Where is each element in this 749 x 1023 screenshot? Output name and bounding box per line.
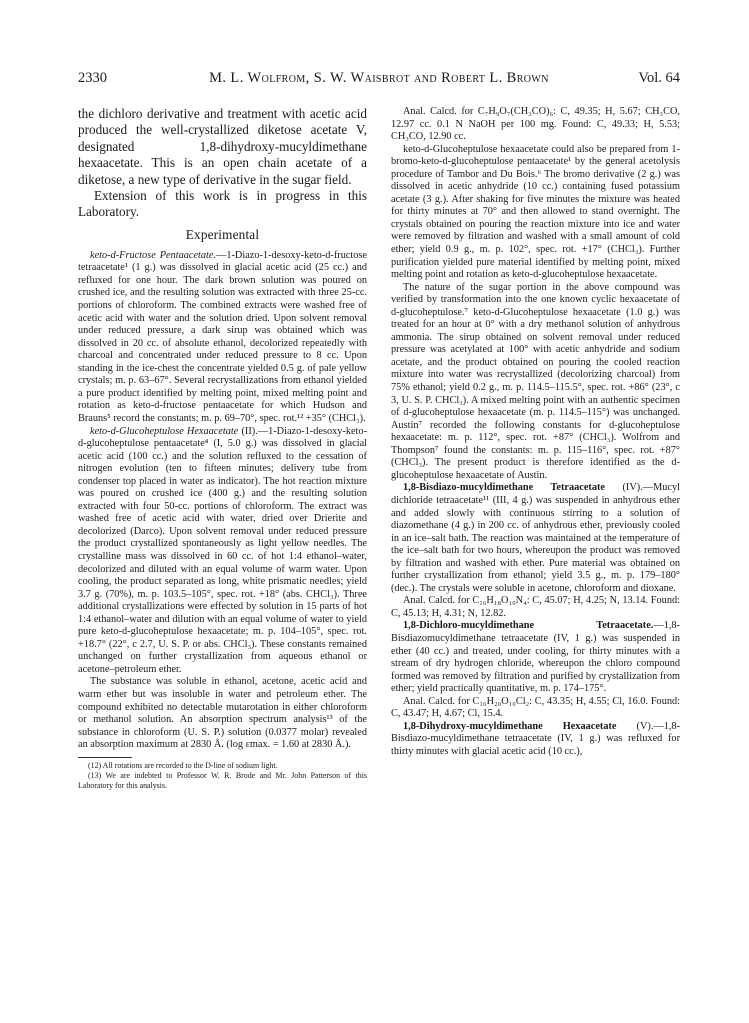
analysis-bisdiazo-tetraacetate: Anal. Calcd. for C₁₆H₁₈O₁₀N₄: C, 45.07; H, 4.25; N, 13.14. Found: C, 45.13; H, 4.31; N, 12.82. — [391, 595, 680, 619]
paragraph-text: (II).—1-Diazo-1-desoxy-keto-d-glucoheptulose pentaacetate⁴ (I, 5.0 g.) was dissolved in glacial acetic acid (100 cc.) and the solution refluxed to the cessation of nitrogen evolution (ten to fifteen minutes; delivery tube from condenser top placed in water as indicator). The hot reaction mixture was poured on crushed ice (400 g.) and the resulting solution extracted with four 50-cc. portions of chloroform. The extract was washed free of acetic acid with water, dried over Drierite and decolorized (Darco). Upon solvent removal under reduced pressure the product crystallized spontaneously as light yellow needles. The crystalline mass was dissolved in 60 cc. of hot 1:4 ethanol–water, decolorized and diluted with an equal volume of warm water. Upon cooling, the product separated as long, white prismatic needles; yield 3.7 g. (70%), m. p. 103.5–105°, spec. rot. +18° (abs. CHCl₃). Three additional crystallizations were effected by solution in 15 parts of hot 1:4 ethanol–water and dilution with an equal volume of water to yield pure keto-d-glucoheptulose hexaacetate; m. p. 104–105°, spec. rot. +18.7° (22°, c 2.7, U. S. P. or abs. CHCl₃). These constants remained unchanged on further crystallization from aqueous ethanol or acetone–petroleum ether. — [78, 425, 367, 675]
analysis-dichloro-tetraacetate: Anal. Calcd. for C₁₆H₂₀O₁₀Cl₂: C, 43.35; H, 4.55; Cl, 16.0. Found: C, 43.47; H, 4.67; Cl, 15.4. — [391, 695, 680, 720]
paragraph-run-in-title: 1,8-Bisdiazo-mucyldimethane Tetraacetate — [403, 482, 605, 494]
paragraph-text: (V).—1,8-Bisdiazo-mucyldimethane tetraacetate (IV, 1 g.) was refluxed for thirty minutes with glacial acetic acid (10 cc.), — [391, 720, 681, 757]
paragraph-run-in-title: 1,8-Dihydroxy-mucyldimethane Hexaacetate — [403, 720, 617, 732]
paragraph-dichloro-tetraacetate — [391, 620, 680, 695]
paragraph-text: (IV).—Mucyl dichloride tetraacetate¹¹ (III, 4 g.) was suspended in anhydrous ether and added slowly with continuous stirring to a solution of diazomethane (4 g.) in 200 cc. of anhydrous ether, previously cooled in an ice–salt bath. The reaction was maintained at the temperature of the ice–salt bath for two hours, whereupon the product was removed by filtration and washed with ether. Pure material was obtained on further crystallization from ethanol; yield 3.5 g., m. p. 179–180° (dec.). The crystals were soluble in acetone, chloroform and dioxane. — [391, 482, 680, 594]
paragraph-structure-verification: The nature of the sugar portion in the above compound was verified by transformation into the one known cyclic hexaacetate of d-glucoheptulose.⁷ keto-d-Glucoheptulose hexaacetate (1.0 g.) was treated for an hour at 0° with a dry methanol solution of anhydrous ammonia. The sirup obtained on solvent removal under reduced pressure was acetylated at 100° with acetic anhydride and sodium acetate, and the product obtained on pouring the cooled reaction mixture into water was recrystallized (decolorizing charcoal) from 75% ethanol; yield 0.2 g., m. p. 114.5–115.5°, spec. rot. +86° (23°, c 3, U. S. P. CHCl₃). A mixed melting point with an authentic specimen of d-glucoheptulose hexaacetate (m. p. 114.5–115°) was unchanged. Austin⁷ recorded the following constants for d-glucoheptulose hexaacetate: m. p. 112°, spec. rot. +87° (CHCl₃). Wolfrom and Thompson⁷ found the constants: m. p. 115–116°, spec. rot. +87° (CHCl₃). The present product is therefore identified as the d-glucoheptulose hexaacetate of Austin. — [391, 281, 680, 481]
right-column — [391, 106, 680, 758]
footnote-divider — [78, 757, 132, 758]
paragraph-run-in-title: keto-d-Glucoheptulose Hexaacetate — [90, 425, 239, 437]
paragraph-run-in-title: keto-d-Fructose Pentaacetate. — [90, 249, 217, 261]
footnote-13: (13) We are indebted to Professor W. R. Brode and Mr. John Patterson of this Laboratory for this analysis. — [78, 770, 367, 790]
intro-paragraph-2: Extension of this work is in progress in this Laboratory. — [78, 188, 367, 220]
paragraph-glucoheptulose-hexaacetate — [78, 426, 367, 677]
page-number: 2330 — [78, 70, 107, 86]
running-header — [78, 70, 680, 90]
paragraph-run-in-title: 1,8-Dichloro-mucyldimethane Tetraacetate. — [403, 620, 654, 632]
paragraph-solubility: The substance was soluble in ethanol, acetone, acetic acid and warm ether but was insoluble in water and petroleum ether. The compound exhibited no detectable mutarotation in either chloroform or methanol solution. An absorption spectrum analysis¹³ of the substance in chloroform (U. S. P.) solution (0.0377 molar) revealed an absorption maximum at 2830 Å. (log εmax. = 1.60 at 2830 Å.). — [78, 676, 367, 751]
volume-label: Vol. 64 — [638, 70, 680, 86]
paragraph-fructose-pentaacetate — [78, 250, 367, 426]
section-title-experimental: Experimental — [185, 226, 260, 242]
paragraph-alternative-preparation: keto-d-Glucoheptulose hexaacetate could also be prepared from 1-bromo-keto-d-glucoheptulose pentaacetate¹ by the general acetolysis procedure of Tambor and Du Bois.⁶ The bromo derivative (2 g.) was dissolved in acetic anhydride (10 cc.) containing fused potassium acetate (3 g.). After shaking for five minutes the mixture was heated for thirty minutes at 70° and then allowed to stand overnight. The crystals obtained on pouring the reaction mixture into ice and water were removed by filtration and washed with a small amount of cold ether; yield 0.9 g., m. p. 102°, spec. rot. +17° (CHCl₃). Further purification yielded pure material identified by melting point, mixed melting point and rotation as keto-d-glucoheptulose hexaacetate. — [391, 143, 680, 281]
analysis-glucoheptulose-hexaacetate: Anal. Calcd. for C₇H₉O₇(CH₃CO)₆: C, 49.35; H, 5.67; CH₃CO, 12.97 cc. 0.1 N NaOH per 100 mg. Found: C, 49.33; H, 5.53; CH₃CO, 12.90 cc. — [391, 106, 680, 143]
footnote-12: (12) All rotations are recorded to the D-line of sodium light. — [88, 760, 278, 770]
paragraph-text: —1,8-Bisdiazomucyldimethane tetraacetate (IV, 1 g.) was suspended in ether (40 cc.) and treated, under cooling, for thirty minutes with a stream of dry hydrogen chloride, whereupon the chloro compound formed was removed by filtration and purified by crystallization from ether; yield practically quantitative, m. p. 174–175°. — [391, 620, 680, 695]
paragraph-bisdiazo-tetraacetate — [391, 482, 680, 595]
paragraph-dihydroxy-hexaacetate — [391, 721, 680, 759]
left-column — [78, 106, 367, 791]
paragraph-text: —1-Diazo-1-desoxy-keto-d-fructose tetraacetate¹ (1 g.) was dissolved in glacial acetic acid (25 cc.) and refluxed for one hour. The dark brown solution was poured on crushed ice, and the resulting solution was extracted with three 25-cc. portions of chloroform. The combined extracts were washed free of acetic acid with water and the solution dried. Upon solvent removal under reduced pressure, a dark sirup was obtained which was dissolved in 20 cc. of absolute ethanol, decolorized repeatedly with charcoal and concentrated under reduced pressure to 8 cc. Upon standing in the ice-chest the concentrate yielded 0.5 g. of pale yellow crystals; m. p. 63–67°. Several recrystallizations from ethanol yielded a pure product identified by melting point, mixed melting point and rotation as keto-d-fructose pentaacetate for which Hudson and Brauns⁵ record the constants; m. p. 69–70°, spec. rot.¹² +35° (CHCl₃). — [78, 249, 367, 424]
running-title-authors: M. L. Wolfrom, S. W. Waisbrot and Robert L. Brown — [209, 70, 549, 86]
intro-paragraph-1: the dichloro derivative and treatment with acetic acid produced the well-crystallized diketose acetate V, designated 1,8-dihydroxy-mucyldimethane hexaacetate. This is an open chain acetate of a diketose, a new type of derivative in the sugar field. — [78, 106, 367, 187]
